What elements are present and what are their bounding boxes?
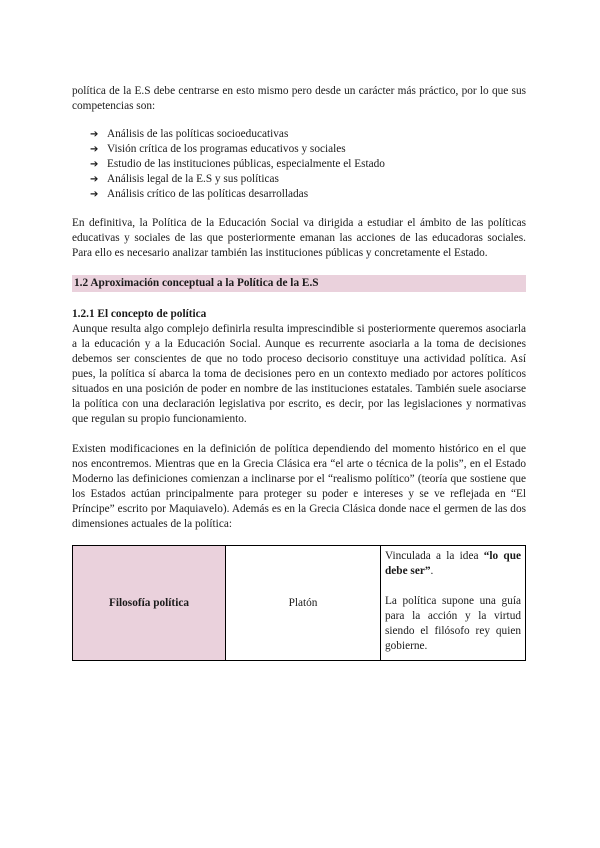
modificaciones-paragraph: Existen modificaciones en la definición de política dependiendo del momento histórico en el que nos encontremos. Mientras que en la Grecia Clásica era “el arte o técnica de la polis”, en el Estado Moderno las definiciones comienzan a inclinarse por el “realismo político” (teoría que sostiene que los Estados actúan principalmente para proteger su poder e intereses y se ve reflejada en “El Príncipe” escrito por Maquiavelo). Además es en la Grecia Clásica donde nace el germen de las dos dimensiones actuales de la política: bbox=[72, 443, 526, 530]
idea-line: Vinculada a la idea “lo que debe ser”. bbox=[385, 550, 521, 577]
section-heading: 1.2 Aproximación conceptual a la Política de la E.S bbox=[72, 275, 526, 292]
arrow-bullet-icon: ➔ bbox=[90, 144, 99, 155]
list-item: ➔ Análisis legal de la E.S y sus políticas bbox=[90, 173, 279, 185]
document-page bbox=[72, 84, 526, 661]
list-item: ➔ Visión crítica de los programas educativos y sociales bbox=[90, 143, 346, 155]
concept-cell: Filosofía política bbox=[73, 546, 226, 661]
definitiva-paragraph: En definitiva, la Política de la Educación Social va dirigida a estudiar el ámbito de las políticas educativas y sociales de las que posteriormente emanan las acciones de las educadoras sociales. Para ello es necesario analizar también las instituciones públicas y concretamente el Estado. bbox=[72, 217, 526, 259]
list-item: ➔ Estudio de las instituciones públicas, especialmente el Estado bbox=[90, 158, 385, 170]
arrow-bullet-icon: ➔ bbox=[90, 174, 99, 185]
list-item: ➔ Análisis crítico de las políticas desarrolladas bbox=[90, 188, 309, 200]
table-row bbox=[73, 546, 526, 661]
author-cell: Platón bbox=[226, 546, 381, 661]
description-cell bbox=[381, 546, 526, 661]
list-item: ➔ Análisis de las políticas socioeducativas bbox=[90, 128, 289, 140]
arrow-bullet-icon: ➔ bbox=[90, 129, 99, 140]
arrow-bullet-icon: ➔ bbox=[90, 189, 99, 200]
politica-table bbox=[72, 545, 526, 661]
subsection-heading: 1.2.1 El concepto de política bbox=[72, 308, 207, 320]
description-text: La política supone una guía para la acción y la virtud siendo el filósofo rey quien gobierne. bbox=[385, 595, 521, 652]
intro-paragraph: política de la E.S debe centrarse en esto mismo pero desde un carácter más práctico, por lo que sus competencias son: bbox=[72, 85, 526, 112]
arrow-bullet-icon: ➔ bbox=[90, 159, 99, 170]
concepto-paragraph: Aunque resulta algo complejo definirla resulta imprescindible si posteriormente queremos asociarla a la educación y a la Educación Social. Aunque es recurrente asociarla a la toma de decisiones debemos ser conscientes de que no todo proceso decisorio constituye una actividad política. Así pues, la política sí abarca la toma de decisiones pero en un contexto mediado por actores políticos situados en una posición de poder en nombre de las instituciones estatales. También suele asociarse la política con una declaración legislativa por escrito, es decir, por las legislaciones y normativas que regulan su propio funcionamiento. bbox=[72, 323, 526, 425]
competencias-list bbox=[72, 127, 526, 202]
